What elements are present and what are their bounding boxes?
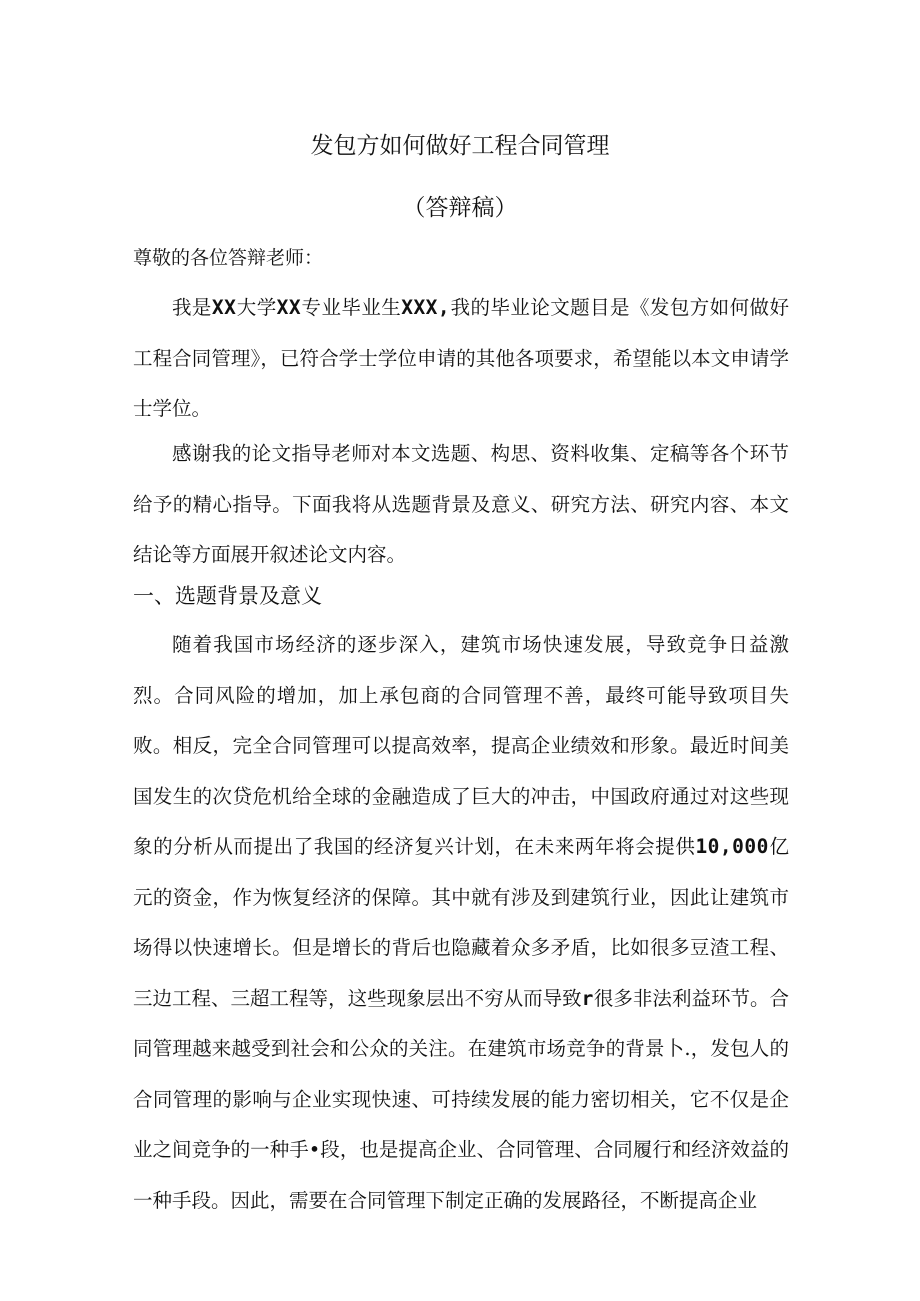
- background-paragraph: [133, 620, 789, 1226]
- intro-paragraph: [133, 283, 789, 435]
- document-subtitle: （答辩稿）: [402, 195, 518, 221]
- student-name: XXX,: [401, 296, 451, 319]
- background-text-2: 亿元的资金，作为恢复经济的保障。其中就有涉及到建筑行业，因此让建筑市场得以快速增长。但是增长的背后也隐藏着众多矛盾，比如很多豆渣工程、三边工程、三超工程等，这些现象层出不穷从而导致: [133, 835, 789, 1010]
- background-text-3: 很多非法利益环节。合同管理越来越受到社会和公众的关注。在建筑市场竞争的背景卜.，发包人的合同管理的影响与企业实现快速、可持续发展的能力密切相关，它不仅是企业之间竞争的一种手•段，也是提高企业、合同管理、合同履行和经济效益的一种手段。因此，需要在合同管理下制定正确的发展路径，不断提高企业: [133, 986, 789, 1212]
- intro-text-2: 大学: [236, 296, 277, 319]
- background-text-1: 随着我国市场经济的逐步深入，建筑市场快速发展，导致竞争日益激烈。合同风险的增加，加上承包商的合同管理不善，最终可能导致项目失败。相反，完全合同管理可以提高效率，提高企业绩效和形象。最近时间美国发生的次贷危机给全球的金融造成了巨大的冲击，中国政府通过对这些现象的分析从而提出了我国的经济复兴计划，在未来两年将会提供: [133, 633, 789, 858]
- stray-character: r: [581, 986, 594, 1010]
- document-title: 发包方如何做好工程合同管理: [310, 133, 610, 159]
- intro-text-4: 我的毕业论文题目是《发包方如何做好工程合同管理》，已符合学士学位申请的其他各项要求，希望能以本文申请学士学位。: [133, 296, 789, 420]
- school-code: XX: [211, 296, 237, 319]
- salutation: 尊敬的各位答辩老师：: [133, 247, 324, 269]
- major-code: XX: [276, 296, 302, 319]
- section-heading-background: 一、选题背景及意义: [133, 584, 322, 608]
- investment-amount: 10,000: [695, 835, 769, 858]
- intro-text-1: 我是: [172, 296, 212, 319]
- intro-text-3: 专业毕业生: [301, 296, 402, 319]
- thanks-paragraph: 感谢我的论文指导老师对本文选题、构思、资料收集、定稿等各个环节给予的精心指导。下面我将从选题背景及意义、研究方法、研究内容、本文结论等方面展开叙述论文内容。: [133, 442, 789, 566]
